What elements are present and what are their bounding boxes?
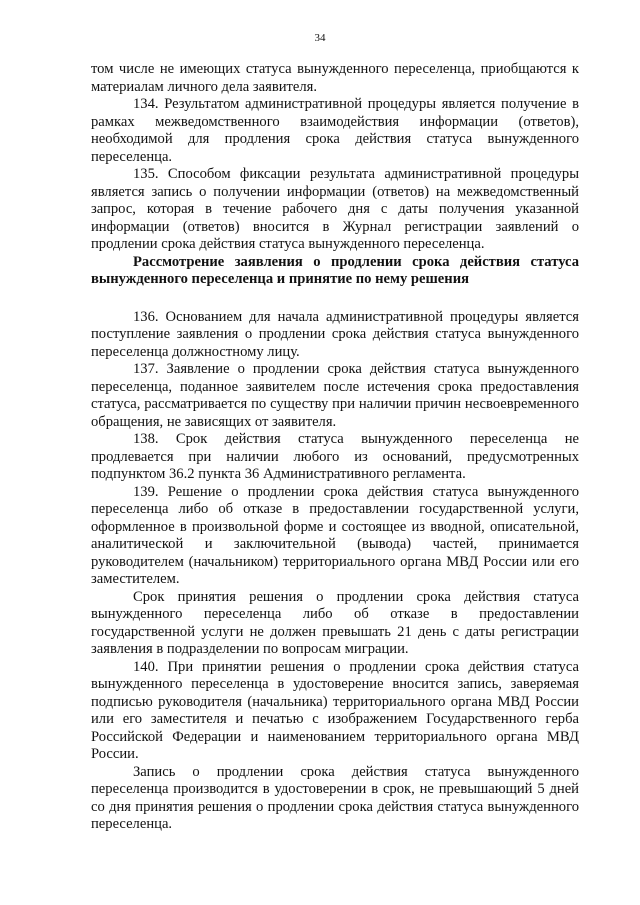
page-number: 34 — [314, 32, 326, 44]
paragraph-138: 138. Срок действия статуса вынужденного переселенца не продлевается при наличии любого из оснований, предусмотренных подпунктом 36.2 пункта 36 Административного регламента. — [91, 431, 579, 482]
paragraph-140: 140. При принятии решения о продлении срока действия статуса вынужденного переселенца в удостоверение вносится запись, заверяемая подписью руководителя (начальника) территориального органа МВД России или его заместителя и печатью с изображением Государственного герба Российской Федерации и наименованием территориального органа МВД России. — [91, 658, 579, 762]
paragraph-139: 139. Решение о продлении срока действия статуса вынужденного переселенца либо об отказе в предоставлении государственной услуги, оформленное в произвольной форме и состоящее из вводной, описательной, аналитической и заключительной (вывода) частей, принимается руководителем (начальником) территориального органа МВД России или его заместителем. — [91, 483, 579, 587]
paragraph-136: 136. Основанием для начала административной процедуры является поступление заявления о продлении срока действия статуса вынужденного переселенца должностному лицу. — [91, 308, 579, 360]
document-body — [91, 61, 579, 834]
paragraph-140-record: Запись о продлении срока действия статуса вынужденного переселенца производится в удостоверении в срок, не превышающий 5 дней со дня принятия решения о продлении срока действия статуса вынужденного переселенца. — [91, 763, 579, 832]
paragraph-134: 134. Результатом административной процедуры является получение в рамках межведомственного взаимодействия информации (ответов), необходимой для продления срока действия статуса вынужденного переселенца. — [91, 96, 579, 165]
paragraph-continuation: том числе не имеющих статуса вынужденного переселенца, приобщаются к материалам личного дела заявителя. — [91, 61, 579, 95]
paragraph-137: 137. Заявление о продлении срока действия статуса вынужденного переселенца, поданное заявителем после истечения срока предоставления статуса, рассматривается по существу при наличии причин несвоевременного обращения, не зависящих от заявителя. — [91, 361, 579, 430]
section-heading: Рассмотрение заявления о продлении срока действия статуса вынужденного переселенца и принятие по нему решения — [91, 253, 579, 287]
paragraph-135: 135. Способом фиксации результата административной процедуры является запись о получении информации (ответов) на межведомственный запрос, которая в течение рабочего дня с даты получения указанной информации (ответов) вносится в Журнал регистрации заявлений о продлении срока действия статуса вынужденного переселенца. — [91, 166, 579, 252]
paragraph-139-term: Срок принятия решения о продлении срока действия статуса вынужденного переселенца либо об отказе в предоставлении государственной услуги не должен превышать 21 день с даты регистрации заявления в подразделении по вопросам миграции. — [91, 588, 579, 657]
